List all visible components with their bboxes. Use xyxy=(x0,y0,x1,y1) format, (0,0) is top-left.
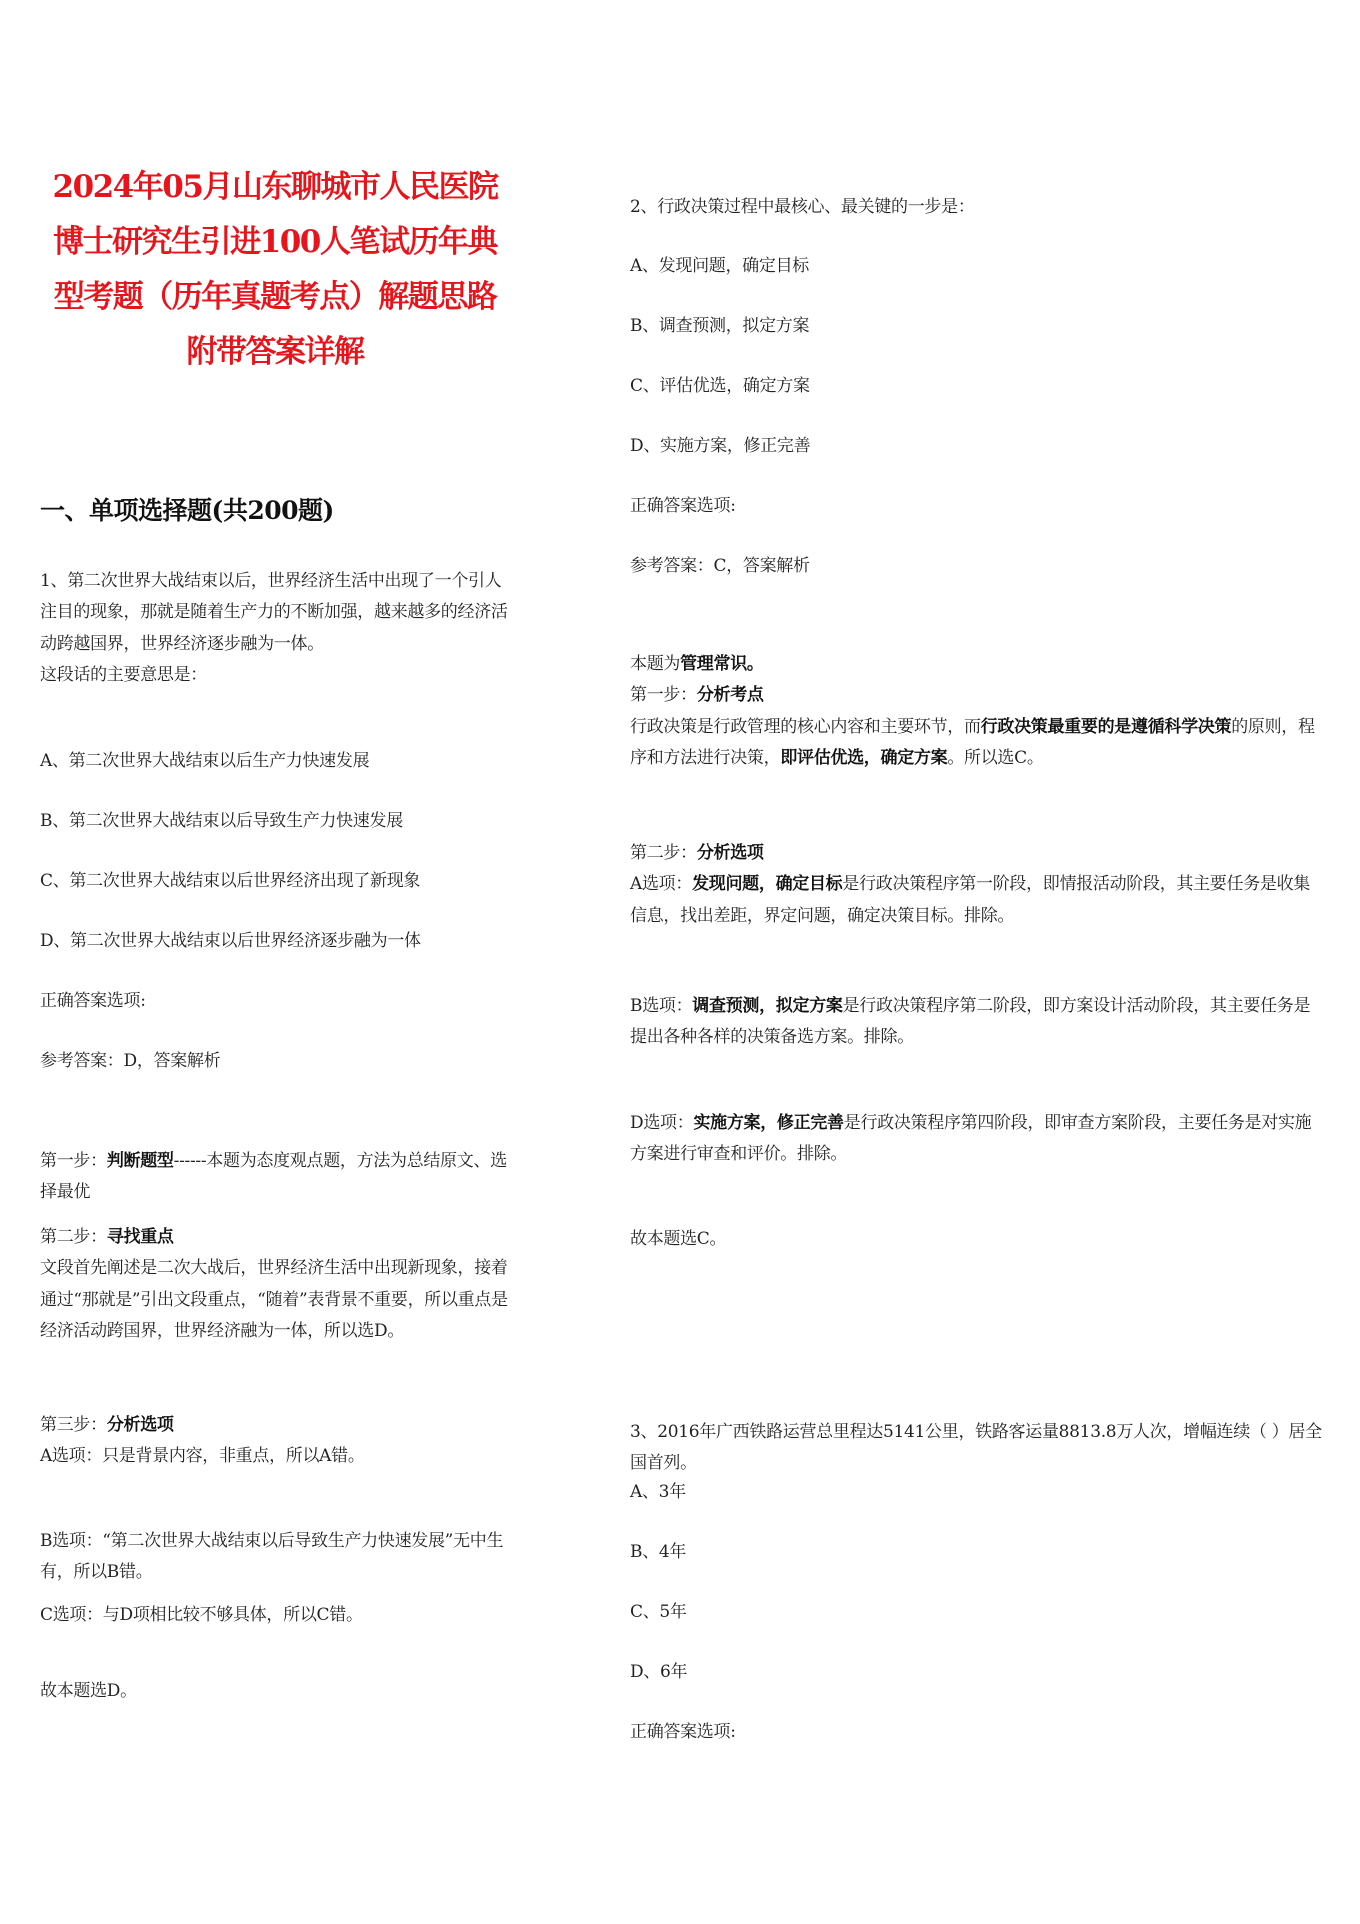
q2-stem: 2、行政决策过程中最核心、最关键的一步是： xyxy=(630,197,975,217)
q1-step1-prefix: 第一步： xyxy=(40,1151,107,1171)
q2-option-a: A、发现问题，确定目标 xyxy=(630,256,809,276)
q1-stem-text: 1、第二次世界大战结束以后，世界经济生活中出现了一个引人注目的现象，那就是随着生产力的不断加强，越来越多的经济活动跨越国界，世界经济逐步融为一体。 xyxy=(40,571,508,654)
q2-intro xyxy=(630,649,1322,775)
q2-step1-text: 行政决策是行政管理的核心内容和主要环节，而行政决策最重要的是遵循科学决策的原则，程序和方法进行决策，即评估优选，确定方案。所以选C。 xyxy=(630,716,1315,769)
q1-stem xyxy=(40,566,510,692)
q2-analysis-d: D选项：实施方案，修正完善是行政决策程序第四阶段，即审查方案阶段，主要任务是对实施方案进行审查和评价。排除。 xyxy=(630,1113,1312,1165)
q3-correct-label: 正确答案选项: xyxy=(630,1722,736,1742)
q2-option-c: C、评估优选，确定方案 xyxy=(630,376,810,396)
q1-analysis-a: A选项：只是背景内容，非重点，所以A错。 xyxy=(40,1446,365,1467)
q1-step3-prefix: 第三步： xyxy=(40,1415,107,1435)
q1-step2 xyxy=(40,1222,510,1348)
q2-reference-answer: 参考答案：C，答案解析 xyxy=(630,556,810,576)
q1-step1-text: ------本题为态度观点题，方法为总结原文、选择最优 xyxy=(40,1151,507,1203)
q2-step2 xyxy=(630,838,1322,932)
q1-analysis-b: B选项：“第二次世界大战结束以后导致生产力快速发展”无中生有，所以B错。 xyxy=(40,1531,504,1583)
q2-option-b: B、调查预测，拟定方案 xyxy=(630,316,810,336)
q1-stem-question: 这段话的主要意思是： xyxy=(40,665,207,686)
q1-analysis-c: C选项：与D项相比较不够具体，所以C错。 xyxy=(40,1605,363,1625)
q1-step2-prefix: 第二步： xyxy=(40,1227,107,1247)
q1-step3-heading: 分析选项 xyxy=(106,1415,174,1435)
q1-option-d: D、第二次世界大战结束以后世界经济逐步融为一体 xyxy=(40,931,421,951)
q1-option-a: A、第二次世界大战结束以后生产力快速发展 xyxy=(40,751,370,771)
q3-option-d: D、6年 xyxy=(630,1662,688,1682)
q1-step1 xyxy=(40,1146,510,1209)
q2-step2-prefix: 第二步： xyxy=(630,843,697,863)
q2-step1-heading: 分析考点 xyxy=(696,685,764,706)
q1-correct-label: 正确答案选项: xyxy=(40,991,146,1011)
q3-option-b: B、4年 xyxy=(630,1542,687,1562)
q1-step1-heading: 判断题型 xyxy=(106,1151,174,1171)
q2-intro-prefix: 本题为 xyxy=(630,654,681,674)
q3-option-c: C、5年 xyxy=(630,1602,687,1622)
q3-option-a: A、3年 xyxy=(630,1482,686,1502)
q1-step2-heading: 寻找重点 xyxy=(106,1227,174,1247)
q3-stem: 3、2016年广西铁路运营总里程达5141公里，铁路客运量8813.8万人次，增幅连续（ ）居全国首列。 xyxy=(630,1422,1322,1474)
q2-analysis-a: A选项：发现问题，确定目标是行政决策程序第一阶段，即情报活动阶段，其主要任务是收集信息，找出差距，界定问题，确定决策目标。排除。 xyxy=(630,874,1310,926)
q2-analysis-b: B选项：调查预测，拟定方案是行政决策程序第二阶段，即方案设计活动阶段，其主要任务是提出各种各样的决策备选方案。排除。 xyxy=(630,996,1311,1048)
q1-option-c: C、第二次世界大战结束以后世界经济出现了新现象 xyxy=(40,871,421,891)
q1-option-b: B、第二次世界大战结束以后导致生产力快速发展 xyxy=(40,811,403,831)
q1-step2-text: 文段首先阐述是二次大战后，世界经济生活中出现新现象，接着通过“那就是”引出文段重点，“随着”表背景不重要，所以重点是经济活动跨国界，世界经济融为一体，所以选D。 xyxy=(40,1258,508,1342)
q2-conclusion: 故本题选C。 xyxy=(630,1229,727,1249)
q2-option-d: D、实施方案，修正完善 xyxy=(630,436,811,456)
q2-correct-label: 正确答案选项: xyxy=(630,496,736,516)
q1-reference-answer: 参考答案：D，答案解析 xyxy=(40,1051,221,1071)
q2-intro-topic: 管理常识。 xyxy=(680,654,764,674)
q1-step3 xyxy=(40,1410,510,1473)
section-title: 一、单项选择题(共200题) xyxy=(40,496,334,525)
q1-conclusion: 故本题选D。 xyxy=(40,1681,137,1701)
q2-step2-heading: 分析选项 xyxy=(696,843,764,863)
document-title: 2024年05月山东聊城市人民医院博士研究生引进100人笔试历年典型考题（历年真题考点）解题思路附带答案详解 xyxy=(52,169,498,370)
q2-step1-prefix: 第一步： xyxy=(630,685,697,706)
